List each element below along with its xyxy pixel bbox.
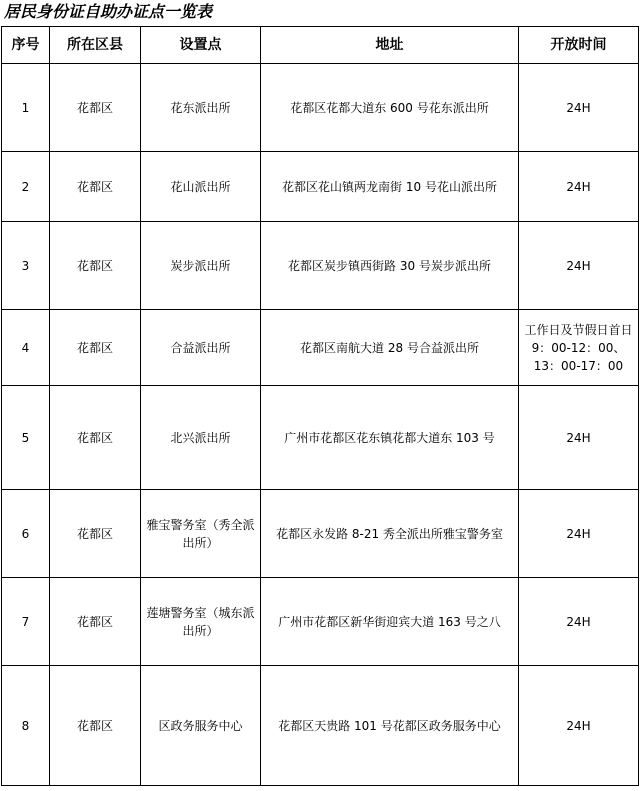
cell-address: 花都区炭步镇西街路 30 号炭步派出所	[261, 222, 519, 310]
cell-site: 花山派出所	[141, 152, 261, 222]
cell-site: 炭步派出所	[141, 222, 261, 310]
table-row	[2, 222, 639, 310]
cell-index: 5	[2, 386, 50, 490]
cell-index: 3	[2, 222, 50, 310]
cell-index: 8	[2, 666, 50, 786]
service-points-table	[1, 26, 639, 786]
cell-address: 花都区天贵路 101 号花都区政务服务中心	[261, 666, 519, 786]
table-row	[2, 490, 639, 578]
cell-district: 花都区	[50, 490, 141, 578]
cell-address: 花都区花都大道东 600 号花东派出所	[261, 64, 519, 152]
cell-index: 2	[2, 152, 50, 222]
cell-hours: 24H	[519, 152, 639, 222]
table-row	[2, 64, 639, 152]
cell-hours: 24H	[519, 64, 639, 152]
cell-site: 区政务服务中心	[141, 666, 261, 786]
cell-site: 合益派出所	[141, 310, 261, 386]
cell-address: 花都区花山镇两龙南街 10 号花山派出所	[261, 152, 519, 222]
table-row	[2, 386, 639, 490]
header-address: 地址	[261, 27, 519, 64]
cell-district: 花都区	[50, 222, 141, 310]
cell-hours: 工作日及节假日首日 9：00-12：00、13：00-17：00	[519, 310, 639, 386]
cell-hours: 24H	[519, 490, 639, 578]
cell-address: 花都区南航大道 28 号合益派出所	[261, 310, 519, 386]
page-title: 居民身份证自助办证点一览表	[4, 2, 213, 21]
table-header-row	[2, 27, 639, 64]
header-district: 所在区县	[50, 27, 141, 64]
cell-address: 广州市花都区新华街迎宾大道 163 号之八	[261, 578, 519, 666]
cell-district: 花都区	[50, 152, 141, 222]
cell-site: 北兴派出所	[141, 386, 261, 490]
cell-hours: 24H	[519, 386, 639, 490]
cell-district: 花都区	[50, 386, 141, 490]
cell-district: 花都区	[50, 578, 141, 666]
table-row	[2, 666, 639, 786]
cell-district: 花都区	[50, 310, 141, 386]
cell-index: 1	[2, 64, 50, 152]
cell-hours: 24H	[519, 222, 639, 310]
header-hours: 开放时间	[519, 27, 639, 64]
cell-site: 莲塘警务室（城东派出所）	[141, 578, 261, 666]
cell-district: 花都区	[50, 666, 141, 786]
cell-hours: 24H	[519, 666, 639, 786]
cell-site: 雅宝警务室（秀全派出所）	[141, 490, 261, 578]
cell-index: 7	[2, 578, 50, 666]
header-index: 序号	[2, 27, 50, 64]
table-row	[2, 310, 639, 386]
cell-address: 广州市花都区花东镇花都大道东 103 号	[261, 386, 519, 490]
table-row	[2, 152, 639, 222]
cell-address: 花都区永发路 8-21 秀全派出所雅宝警务室	[261, 490, 519, 578]
cell-index: 6	[2, 490, 50, 578]
cell-hours: 24H	[519, 578, 639, 666]
cell-index: 4	[2, 310, 50, 386]
cell-district: 花都区	[50, 64, 141, 152]
cell-site: 花东派出所	[141, 64, 261, 152]
table-row	[2, 578, 639, 666]
header-site: 设置点	[141, 27, 261, 64]
